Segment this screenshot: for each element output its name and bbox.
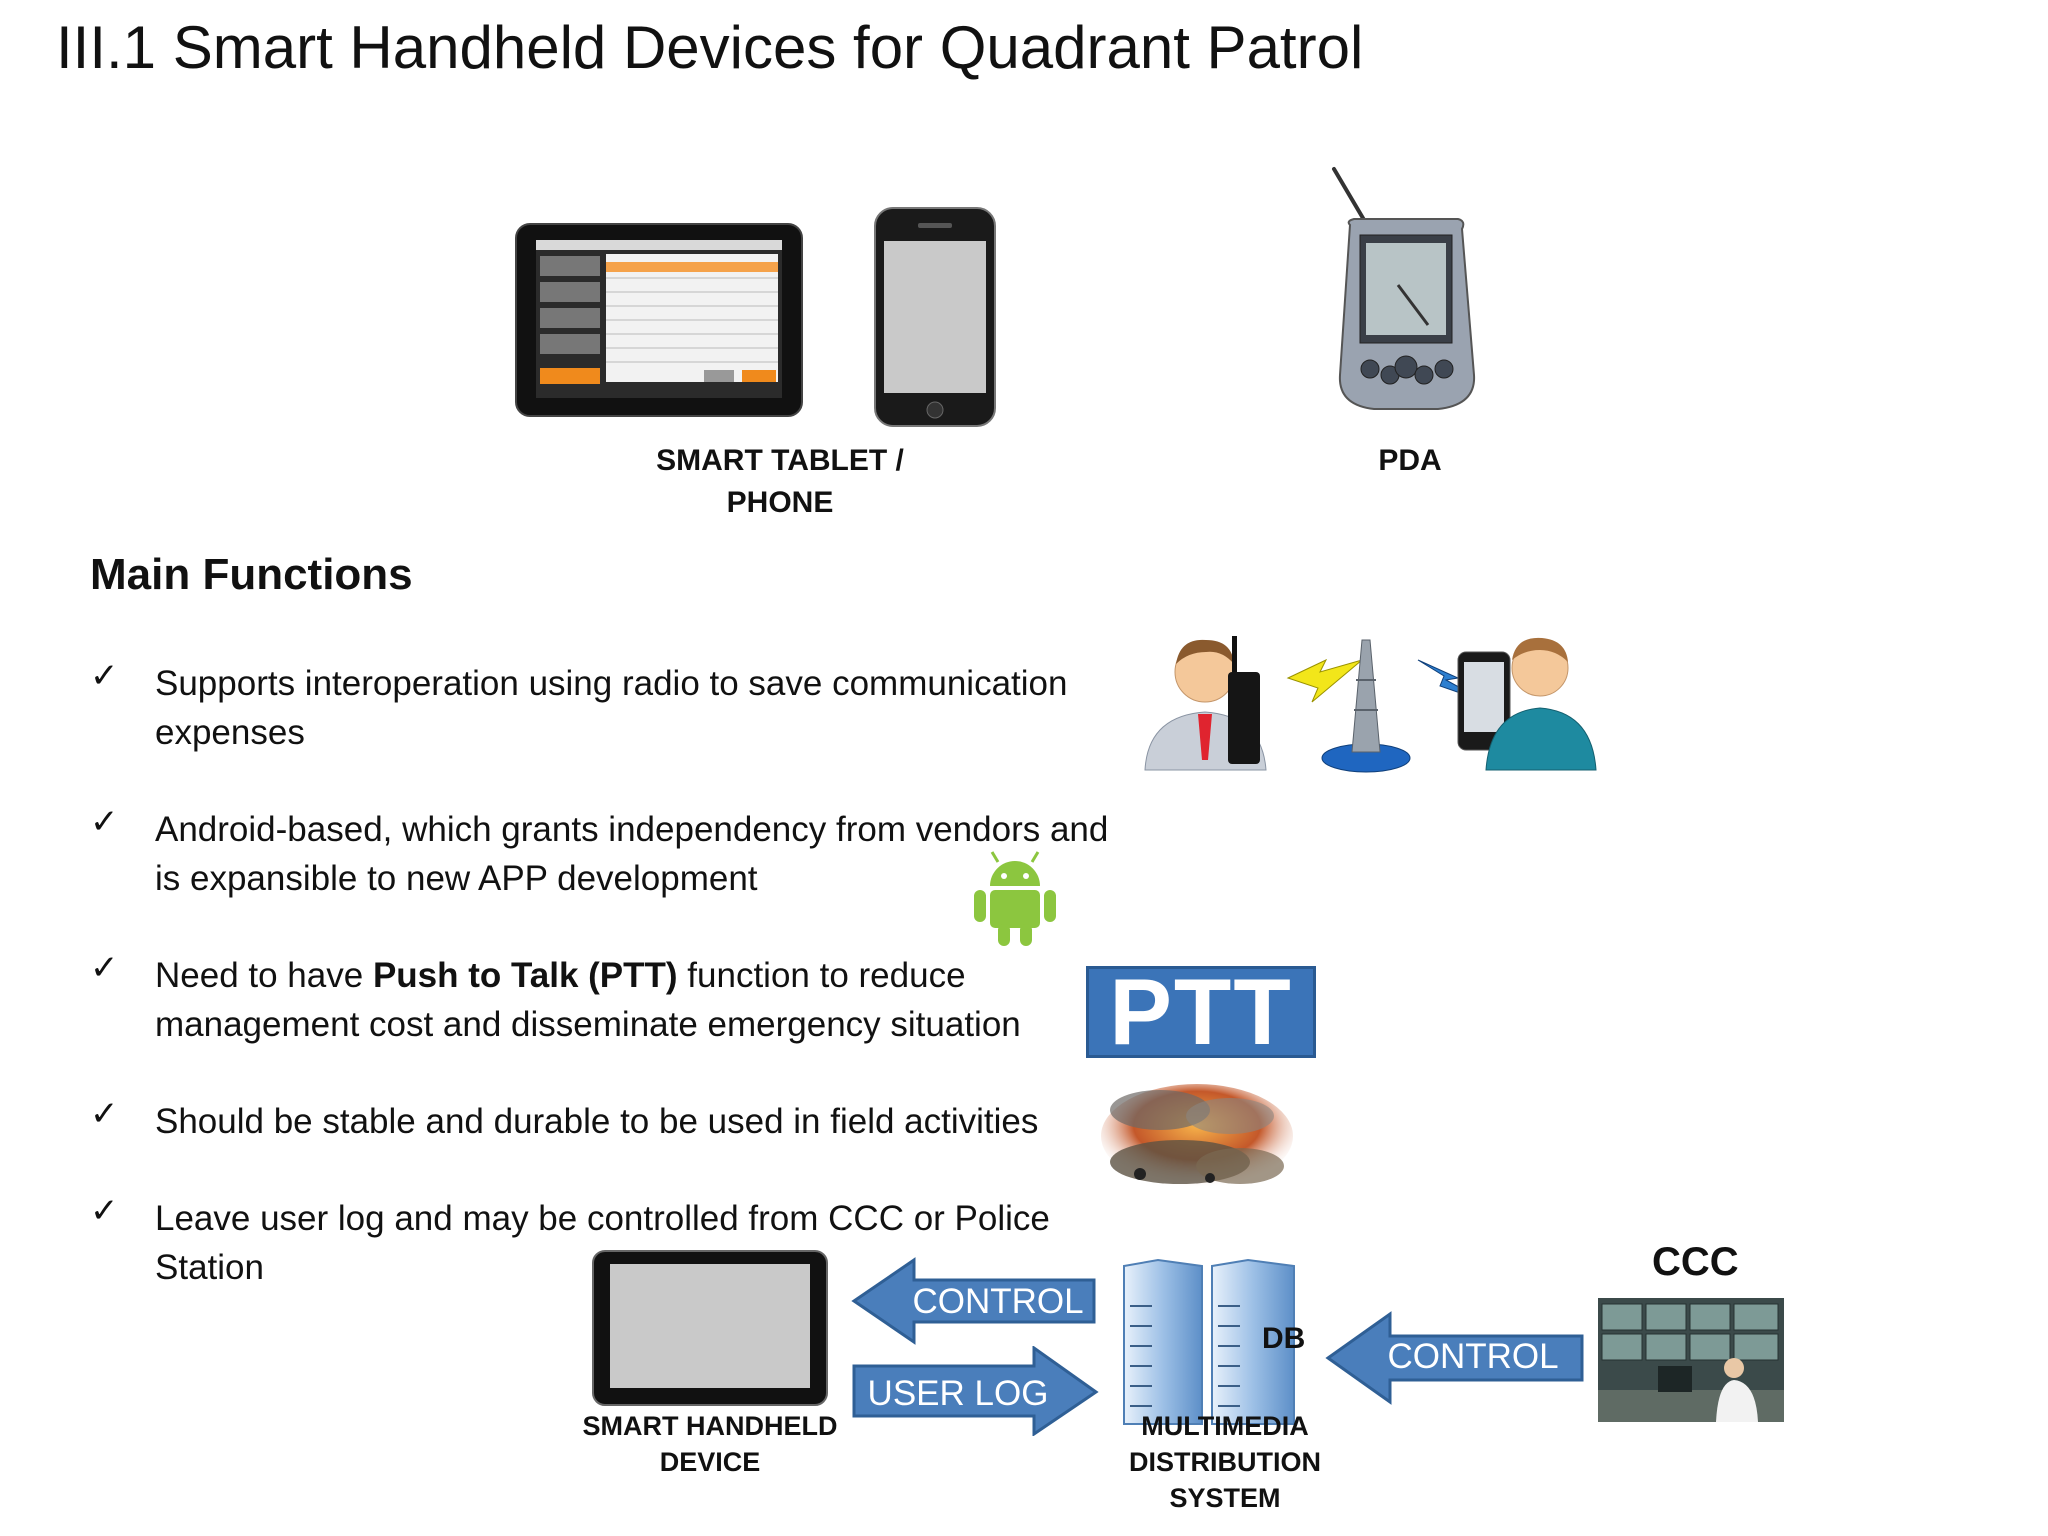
function-item-line: Supports interoperation using radio to save communication xyxy=(155,664,1068,703)
lightning-left-icon xyxy=(1288,660,1362,702)
mds-caption-line2: DISTRIBUTION xyxy=(1129,1447,1321,1477)
function-item-line: Android-based, which grants independency from vendors and xyxy=(155,810,1109,849)
tower-icon xyxy=(1322,640,1410,772)
function-item-bold: Push to Talk (PTT) xyxy=(372,956,678,995)
function-item-line: Station xyxy=(155,1248,264,1287)
check-icon: ✓ xyxy=(90,1192,119,1230)
function-item-line: Should be stable and durable to be used in field activities xyxy=(155,1102,1039,1141)
function-item-text: function to reduce xyxy=(677,956,966,995)
ccc-label: CCC xyxy=(1652,1240,1739,1284)
smart-handheld-device-caption-line1: SMART HANDHELD xyxy=(582,1411,838,1441)
phone-image xyxy=(872,205,998,429)
check-icon: ✓ xyxy=(90,949,119,987)
tablet-phone-caption-line1: SMART TABLET / xyxy=(656,444,904,477)
pda-image xyxy=(1328,165,1484,413)
radio-interop-illustration xyxy=(1140,620,1620,780)
check-icon: ✓ xyxy=(90,657,119,695)
db-label: DB xyxy=(1262,1322,1306,1355)
smart-handheld-device-caption xyxy=(570,1408,850,1480)
function-item-radio xyxy=(155,659,1067,757)
function-item-ptt xyxy=(155,951,1021,1049)
walkie-talkie-icon xyxy=(1228,636,1260,764)
tablet-phone-caption xyxy=(630,440,930,524)
main-functions-heading: Main Functions xyxy=(90,550,413,599)
check-icon: ✓ xyxy=(90,1095,119,1133)
check-icon: ✓ xyxy=(90,803,119,841)
pda-caption: PDA xyxy=(1378,444,1442,477)
slide-title: III.1 Smart Handheld Devices for Quadrant Patrol xyxy=(56,14,1364,81)
function-item-android xyxy=(155,805,1108,903)
function-item-durable xyxy=(155,1097,1038,1146)
ptt-badge: PTT xyxy=(1086,966,1316,1058)
smart-handheld-device-image xyxy=(590,1248,830,1408)
user-log-label: USER LOG xyxy=(867,1374,1049,1413)
ccc-control-room-image xyxy=(1598,1298,1784,1422)
function-item-text: Need to have xyxy=(155,956,373,995)
control-right-label: CONTROL xyxy=(1387,1337,1559,1376)
field-activity-image xyxy=(1100,1082,1294,1190)
function-item-line: Leave user log and may be controlled from CCC or Police xyxy=(155,1199,1050,1238)
mds-caption-line1: MULTIMEDIA xyxy=(1141,1411,1309,1441)
smart-handheld-device-caption-line2: DEVICE xyxy=(659,1447,761,1477)
function-item-line: expenses xyxy=(155,713,305,752)
mds-caption xyxy=(1100,1408,1350,1516)
function-item-line xyxy=(155,951,1021,1000)
mds-caption-line3: SYSTEM xyxy=(1169,1483,1281,1513)
function-item-line: is expansible to new APP development xyxy=(155,859,758,898)
android-icon xyxy=(970,848,1060,948)
tablet-image xyxy=(514,222,804,418)
control-left-label: CONTROL xyxy=(912,1282,1084,1321)
function-item-line: management cost and disseminate emergency situation xyxy=(155,1005,1021,1044)
tablet-phone-caption-line2: PHONE xyxy=(726,486,834,519)
